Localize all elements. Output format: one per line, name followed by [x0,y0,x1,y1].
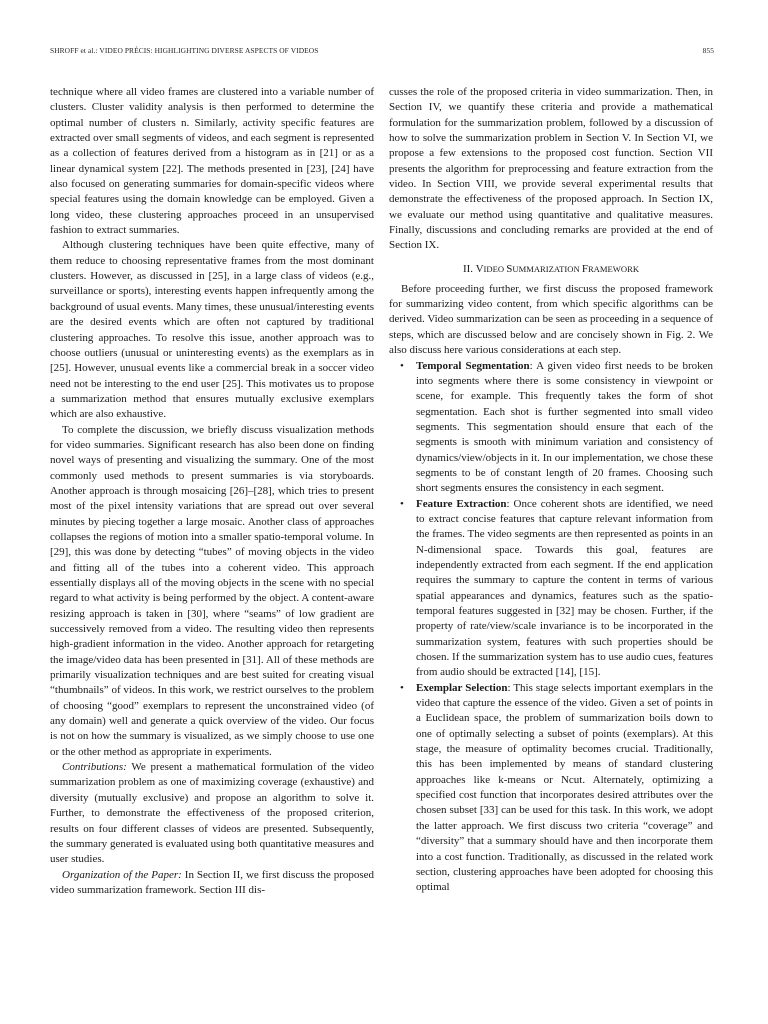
contributions-label: Contributions: [62,761,127,774]
step-term: Feature Extraction [416,497,507,510]
contributions-paragraph [50,760,374,867]
organization-label: Organization of the Paper: [62,868,182,881]
paragraph: To complete the discussion, we briefly discuss visualization methods for video summaries. Significant research has also been done on finding novel ways of presenting and visualizing the summary. One of the most commonly used methods to present summaries is via storyboards. Another approach is through mosaicing [26]–[28], which tries to present most of the pixel intensity variations that are spread out over several minutes by piecing together a large mosaic. Another class of approaches collapses the regions of motion into a smaller spatio-temporal volume. In [29], this was done by detecting “tubes” of moving objects in the video and fitting all of the tubes into a coherent video. This approach essentially displays all of the moving objects in the scene with no special regard to what activity is being performed by the object. A content-aware resizing approach is taken in [30], where “seams” of low gradient are successively removed from a video. The resulting video then represents high-gradient information in the video. Another approach for retargeting the image/video data has been presented in [31]. All of these methods are primarily visualization techniques and are best suited for creating visual “thumbnails” of videos. In this work, we restrict ourselves to the problem of choosing “good” exemplars to represent the unconstrained video (of any domain) well and generate a quick overview of the video. Our focus is not on how the summary is visualized, as we simply choose to use one or the other method as appropriate in experiments. [50,423,374,758]
running-title: SHROFF et al.: VIDEO PRÉCIS: HIGHLIGHTING DIVERSE ASPECTS OF VIDEOS [50,46,319,55]
page-number: 855 [702,46,714,55]
framework-steps-list [389,359,713,896]
paragraph: technique where all video frames are clustered into a variable number of clusters. Cluster validity analysis is then performed to determine the optimal number of clusters n. Similarly, activity specific features are extracted over small segments of videos, and each segment is represented as a collection of features derived from a histogram as in [21] or as a linear dynamical system [22]. The methods presented in [23], [24] have also focused on generating summaries for domain-specific videos where special features using the domain knowledge can be employed. Given a long video, these clustering approaches proceed in an unsupervised fashion to extract summaries. [50,86,374,237]
bullet-icon: • [400,681,404,694]
paragraph: cusses the role of the proposed criteria in video summarization. Then, in Section IV, we quantify these criteria and provide a mathematical formulation for the summarization problem, followed by a discussion of how to solve the summarization problem in Section V. In Section VI, we propose a few extensions to the proposed cost function. Section VII presents the algorithm for preprocessing and feature extraction from the video. In Section VIII, we provide several experimental results that demonstrate the effectiveness of the proposed approach. In Section IX, we evaluate our method using quantitative and qualitative measures. Finally, discussions and concluding remarks are provided at the end of Section IX. [389,86,713,252]
step-term: Temporal Segmentation [416,359,530,372]
bullet-icon: • [400,497,404,510]
list-item [389,497,713,681]
left-column [50,85,374,898]
step-text: : This stage selects important exemplars in the video that capture the essence of the video. Given a set of points in a Euclidean space, the problem of summarization boils down to one of optimally selecting a subset of points (exemplars). At this stage, the measure of optimality becomes crucial. Traditionally, this has been implemented by means of standard clustering approaches like k-means or Ncut. Alternately, optimizing a specified cost function that incorporates desired attributes over the chosen subset [33] can be used for this task. In this work, we adopt the latter approach. We first discuss two criteria “coverage” and “diversity” that a summary should have and then incorporate them into a cost function. Traditionally, as discussed in the related work section, clustering approaches have been adopted for choosing this optimal [416,681,713,894]
step-text: : A given video first needs to be broken into segments where there is some consistency in viewpoint or scene, for example. This frequently takes the form of shot segmentation. Each shot is further segmented into small video segments. This segmentation should ensure that each of the segments is smooth with minimum variation and consistency of dynamics/view/objects in it. In our implementation, we chose these segments to be of constant length of 20 frames. Choosing such short segments ensures the consistency in each segment. [416,359,713,495]
organization-paragraph [50,868,374,899]
paragraph: Although clustering techniques have been quite effective, many of them reduce to choosing representative frames from the most dominant clusters. However, as discussed in [25], in a large class of videos (e.g., surveillance or sports), interesting events happen infrequently among the background of usual events. Many times, these unusual/interesting events are the desired events which are often not captured by traditional clustering approaches. To resolve this issue, another approach was to choose outliers (unusual or uninteresting events) as the exemplars as in [25]. However, unusual events like a commercial break in a soccer video need not be interesting to the end user [25]. This motivates us to propose a summarization method that ensures mutually exclusive exemplars which are also exhaustive. [50,239,374,421]
section-heading [389,262,713,276]
bullet-icon: • [400,359,404,372]
paragraph: Before proceeding further, we first discuss the proposed framework for summarizing video content, from which specific algorithms can be derived. Video summarization can be seen as proceeding in a sequence of steps, which are discussed below and are concisely shown in Fig. 2. We also discuss here various considerations at each step. [389,282,713,357]
organization-text: In Section II, we first discuss the proposed video summarization framework. Section III dis- [50,868,375,896]
right-column [389,85,713,896]
list-item [389,359,713,497]
step-term: Exemplar Selection [416,681,508,694]
step-text: : Once coherent shots are identified, we need to extract concise features that capture relevant information from the frames. The video segments are then represented as points in an N-dimensional space. Towards this goal, features are independently extracted from each segment. If the end application requires the summary to capture the content in terms of various spatial appearances and dynamics, features such as the spatio-temporal features suggested in [32] may be chosen. Further, if the property of rate/view/scale invariance is to be incorporated in the summarization system, features with such properties should be chosen. If the summarization system has to use audio cues, features from audio should be extracted [14], [15]. [416,497,713,679]
list-item [389,681,713,896]
section-title: VIDEO SUMMARIZATION FRAMEWORK [475,262,640,275]
contributions-text: We present a mathematical formulation of the video summarization problem as one of maximizing coverage (exhaustive) and diversity (mutually exclusive) and propose an algorithm to solve it. Further, to demonstrate the effectiveness of the proposed criterion, results on four different classes of videos are presented. Subsequently, the summary generated is evaluated using both quantitative measures and user studies. [50,761,374,866]
section-number: II. [462,262,474,275]
